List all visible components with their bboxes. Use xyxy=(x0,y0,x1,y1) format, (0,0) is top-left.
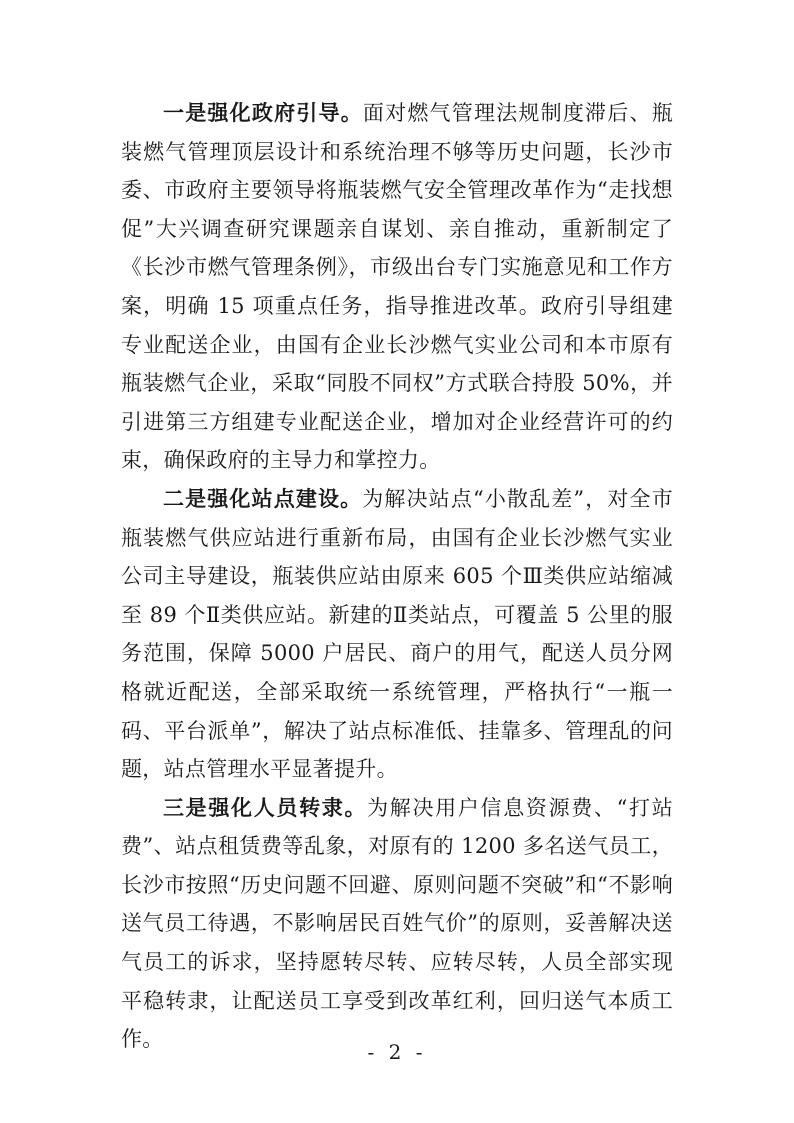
paragraph-site-construction xyxy=(121,480,673,789)
paragraph-lead: 二是强化站点建设。 xyxy=(163,486,363,511)
paragraph-government-guidance xyxy=(121,94,673,480)
document-body xyxy=(121,94,673,1059)
paragraph-staff-transfer xyxy=(121,789,673,1059)
paragraph-text: 为解决站点“小散乱差”，对全市瓶装燃气供应站进行重新布局，由国有企业长沙燃气实业公司主导建设，瓶装供应站由原来 605 个Ⅲ类供应站缩减至 89 个Ⅱ类供应站。新建的Ⅱ类站点，可覆盖 5 公里的服务范围，保障 5000 户居民、商户的用气，配送人员分网格就近配送，全部采取统一系统管理，严格执行“一瓶一码、平台派单”，解决了站点标准低、挂靠多、管理乱的问题，站点管理水平显著提升。 xyxy=(121,486,673,782)
paragraph-lead: 一是强化政府引导。 xyxy=(163,101,363,125)
page-number: - 2 - xyxy=(367,1040,427,1064)
paragraph-lead: 三是强化人员转隶。 xyxy=(163,795,368,820)
paragraph-text: 为解决用户信息资源费、“打站费”、站点租赁费等乱象，对原有的 1200 多名送气员工，长沙市按照“历史问题不回避、原则问题不突破”和“不影响送气员工待遇，不影响居民百姓气价”的原则，妥善解决送气员工的诉求，坚持愿转尽转、应转尽转，人员全部实现平稳转隶，让配送员工享受到改革红利，回归送气本质工作。 xyxy=(121,795,673,1052)
paragraph-text: 面对燃气管理法规制度滞后、瓶装燃气管理顶层设计和系统治理不够等历史问题，长沙市委、市政府主要领导将瓶装燃气安全管理改革作为“走找想促”大兴调查研究课题亲自谋划、亲自推动，重新制定了《长沙市燃气管理条例》，市级出台专门实施意见和工作方案，明确 15 项重点任务，指导推进改革。政府引导组建专业配送企业，由国有企业长沙燃气实业公司和本市原有瓶装燃气企业，采取“同股不同权”方式联合持股 50%，并引进第三方组建专业配送企业，增加对企业经营许可的约束，确保政府的主导力和掌控力。 xyxy=(121,101,673,473)
